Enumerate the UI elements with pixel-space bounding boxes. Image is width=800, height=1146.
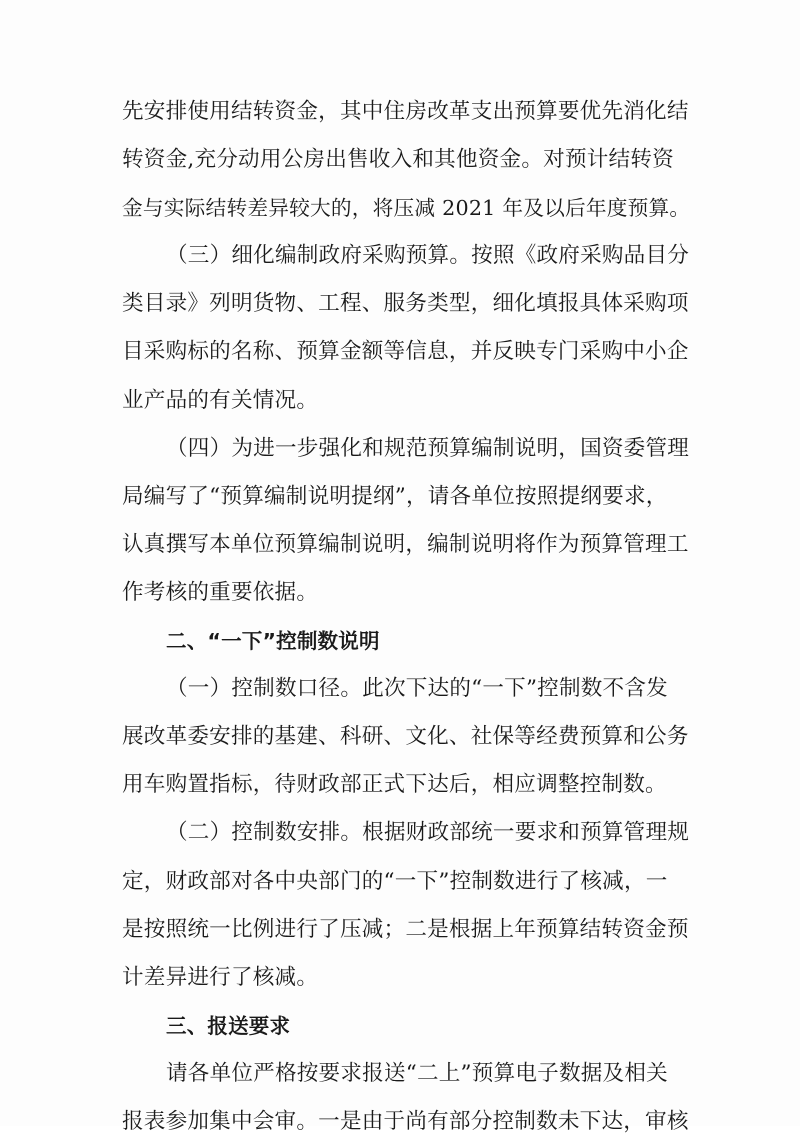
document-body xyxy=(122,88,690,1146)
paragraph-line: 请各单位严格按要求报送“二上”预算电子数据及相关 xyxy=(166,1060,668,1086)
paragraph-line: 计差异进行了核减。 xyxy=(122,964,319,990)
paragraph-line: 认真撰写本单位预算编制说明，编制说明将作为预算管理工 xyxy=(122,531,689,557)
paragraph-line: 作考核的重要依据。 xyxy=(122,579,319,605)
paragraph-line: 用车购置指标，待财政部正式下达后，相应调整控制数。 xyxy=(122,772,667,798)
paragraph-line: 是按照统一比例进行了压减；二是根据上年预算结转资金预 xyxy=(122,916,689,942)
section-heading: 二、“一下”控制数说明 xyxy=(166,629,380,654)
paragraph-line: 先安排使用结转资金，其中住房改革支出预算要优先消化结 xyxy=(122,99,689,124)
section-heading: 三、报送要求 xyxy=(166,1013,291,1038)
paragraph-line: 业产品的有关情况。 xyxy=(122,387,319,413)
paragraph-line: （三）细化编制政府采购预算。按照《政府采购品目分 xyxy=(166,243,690,269)
paragraph-line: 定，财政部对各中央部门的“一下”控制数进行了核减，一 xyxy=(122,868,668,894)
paragraph-line: （四）为进一步强化和规范预算编制说明，国资委管理 xyxy=(166,435,690,461)
paragraph-line: 目采购标的名称、预算金额等信息，并反映专门采购中小企 xyxy=(122,339,689,365)
paragraph-line: 展改革委安排的基建、科研、文化、社保等经费预算和公务 xyxy=(122,724,689,750)
paragraph-line: 类目录》列明货物、工程、服务类型，细化填报具体采购项 xyxy=(122,291,689,317)
paragraph-line: 报表参加集中会审。一是由于尚有部分控制数未下达，审核 xyxy=(122,1108,689,1134)
paragraph-line: 局编写了“预算编制说明提纲”，请各单位按照提纲要求， xyxy=(122,483,668,509)
paragraph-line: （一）控制数口径。此次下达的“一下”控制数不含发 xyxy=(166,676,668,702)
paragraph-line: （二）控制数安排。根据财政部统一要求和预算管理规 xyxy=(166,820,690,846)
paragraph-line: 转资金,充分动用公房出售收入和其他资金。对预计结转资 xyxy=(122,147,674,173)
paragraph-line: 金与实际结转差异较大的，将压减 2021 年及以后年度预算。 xyxy=(122,196,691,221)
